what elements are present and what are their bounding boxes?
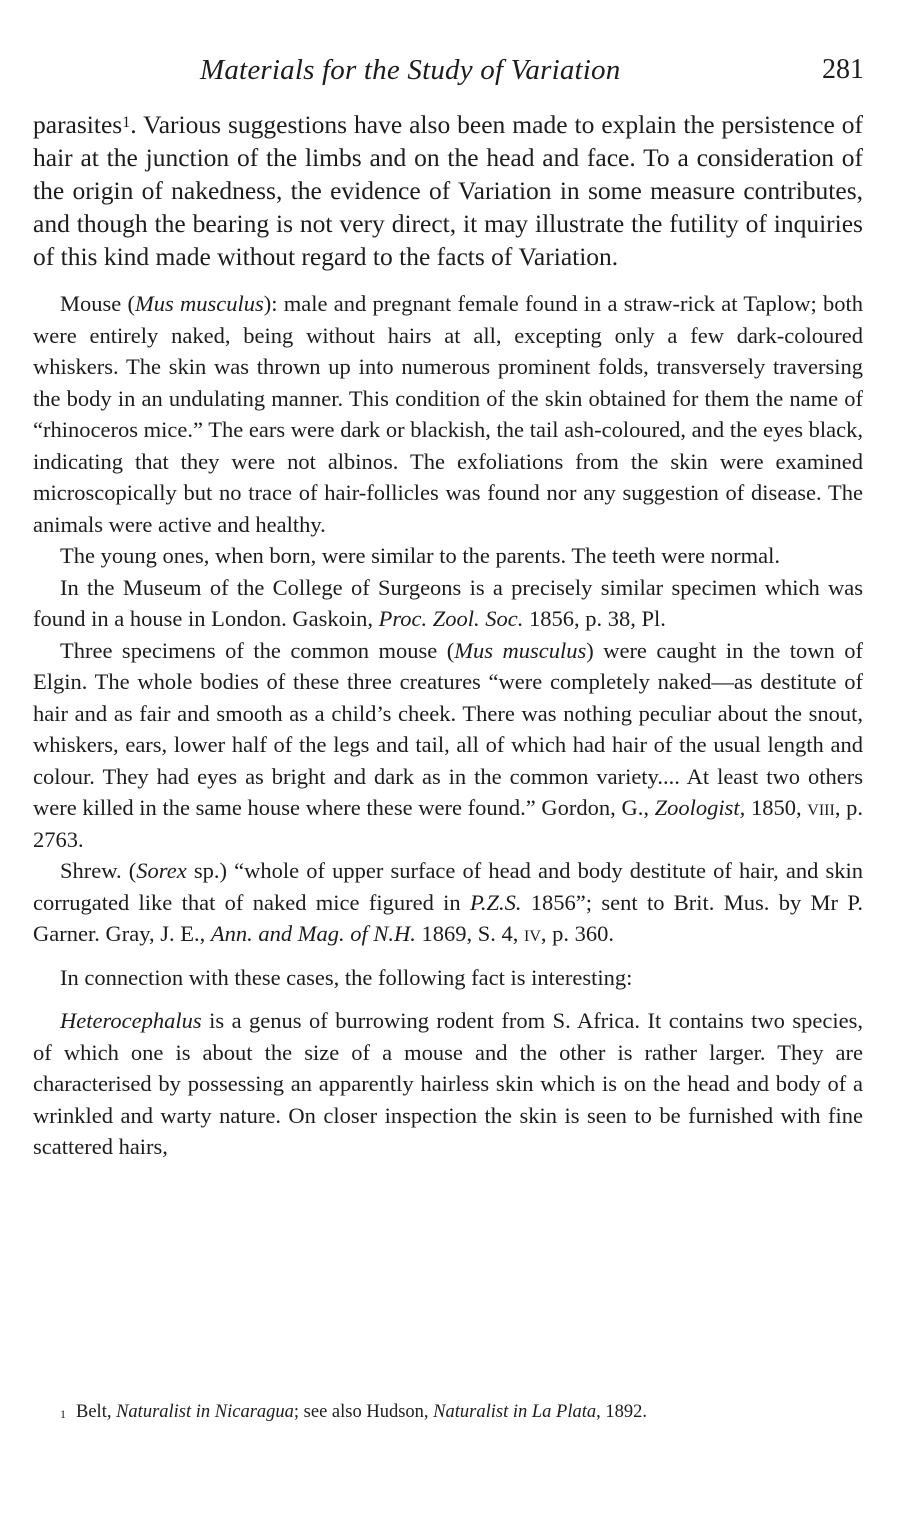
- genus-name: Sorex: [136, 858, 187, 883]
- footnote-lead: Belt,: [76, 1402, 117, 1422]
- footnote-end: , 1892.: [596, 1402, 647, 1422]
- heterocephalus-paragraph: [33, 1005, 863, 1163]
- citation-year: 1850,: [745, 795, 808, 820]
- footnote-reference: 1: [122, 114, 131, 131]
- shrew-quote: sp.) “whole of upper surface of head and body destitute of hair, and skin corrugated like that of naked mice figured in: [33, 858, 863, 915]
- journal-reference: Ann. and Mag. of N.H.: [210, 921, 416, 946]
- intro-text-rest: . Various suggestions have also been made to explain the persistence of hair at the junction of the limbs and on the head and face. To a consideration of the origin of nakedness, the evidence of Variation in some measure contributes, and though the bearing is not very direct, it may illustrate the futility of inquiries of this kind made without regard to the facts of Variation.: [33, 110, 863, 271]
- shrew-paragraph: [33, 855, 863, 950]
- volume-number: viii: [807, 795, 835, 820]
- museum-citation: 1856, p. 38, Pl.: [523, 606, 666, 631]
- running-title: Materials for the Study of Variation: [200, 54, 621, 86]
- volume-number: iv: [524, 921, 541, 946]
- intro-paragraph: [33, 108, 863, 273]
- page-body: [33, 108, 863, 1163]
- journal-reference: Zoologist,: [654, 795, 746, 820]
- heterocephalus-text: is a genus of burrowing rodent from S. Africa. It contains two species, of which one is about the size of a mouse and the other is rather larger. They are characterised by possessing an apparently hairless skin which is on the head and body of a wrinkled and warty nature. On closer inspection the skin is seen to be furnished with fine scattered hairs,: [33, 1008, 863, 1159]
- citation-series: 1869, S. 4,: [415, 921, 524, 946]
- species-name: Mus musculus: [135, 291, 264, 316]
- book-title: Naturalist in Nicaragua: [116, 1402, 294, 1422]
- footnote: [60, 1400, 850, 1424]
- book-title: Naturalist in La Plata: [433, 1402, 597, 1422]
- citation-page: , p. 360.: [540, 921, 615, 946]
- figure-reference: P.Z.S.: [469, 889, 522, 915]
- mouse-case-body: ): male and pregnant female found in a straw-rick at Taplow; both were entirely naked, being without hairs at all, excepting only a few dark-coloured whiskers. The skin was thrown up into numerous prominent folds, transversely traversing the body in an undulating manner. This condition of the skin obtained for them the name of “rhinoceros mice.” The ears were dark or blackish, the tail ash-coloured, and the eyes black, indicating that they were not albinos. The exfoliations from the skin were examined microscopically but no trace of hair-follicles was found nor any suggestion of disease. The animals were active and healthy.: [33, 291, 863, 537]
- page-number: 281: [822, 54, 864, 85]
- mouse-case-lead: Mouse (: [60, 291, 136, 316]
- connection-text: In connection with these cases, the following fact is interesting:: [60, 964, 633, 990]
- page-header: [0, 54, 900, 94]
- young-ones-paragraph: [33, 540, 863, 572]
- footnote-mark: 1: [60, 1407, 66, 1421]
- intro-text-start: parasites: [33, 110, 123, 139]
- footnote-middle: ; see also Hudson,: [293, 1402, 434, 1422]
- museum-text: In the Museum of the College of Surgeons is a precisely similar specimen which was found in a house in London. Gaskoin,: [33, 574, 863, 631]
- journal-reference: Proc. Zool. Soc.: [378, 606, 524, 631]
- mouse-case-paragraph: [33, 288, 863, 540]
- elgin-text-start: Three specimens of the common mouse (: [60, 637, 455, 663]
- elgin-mice-paragraph: [33, 635, 863, 856]
- connection-paragraph: [33, 962, 863, 994]
- shrew-lead: Shrew. (: [60, 858, 137, 883]
- young-ones-text: The young ones, when born, were similar to the parents. The teeth were normal.: [60, 543, 780, 568]
- museum-specimen-paragraph: [33, 572, 863, 635]
- species-name: Mus musculus: [454, 637, 587, 663]
- elgin-text-body: ) were caught in the town of Elgin. The whole bodies of these three creatures “were completely naked—as destitute of hair and as fair and smooth as a child’s cheek. There was nothing peculiar about the snout, whiskers, ears, lower half of the legs and tail, all of which had hair of the usual length and colour. They had eyes as bright and dark as in the common variety.... At least two others were killed in the same house where these were found.” Gordon, G.,: [33, 637, 864, 820]
- genus-name: Heterocephalus: [60, 1008, 202, 1033]
- shrew-source: 1856”; sent to Brit. Mus. by Mr P. Garner. Gray, J. E.,: [33, 889, 863, 946]
- citation-page: , p. 2763.: [33, 795, 864, 852]
